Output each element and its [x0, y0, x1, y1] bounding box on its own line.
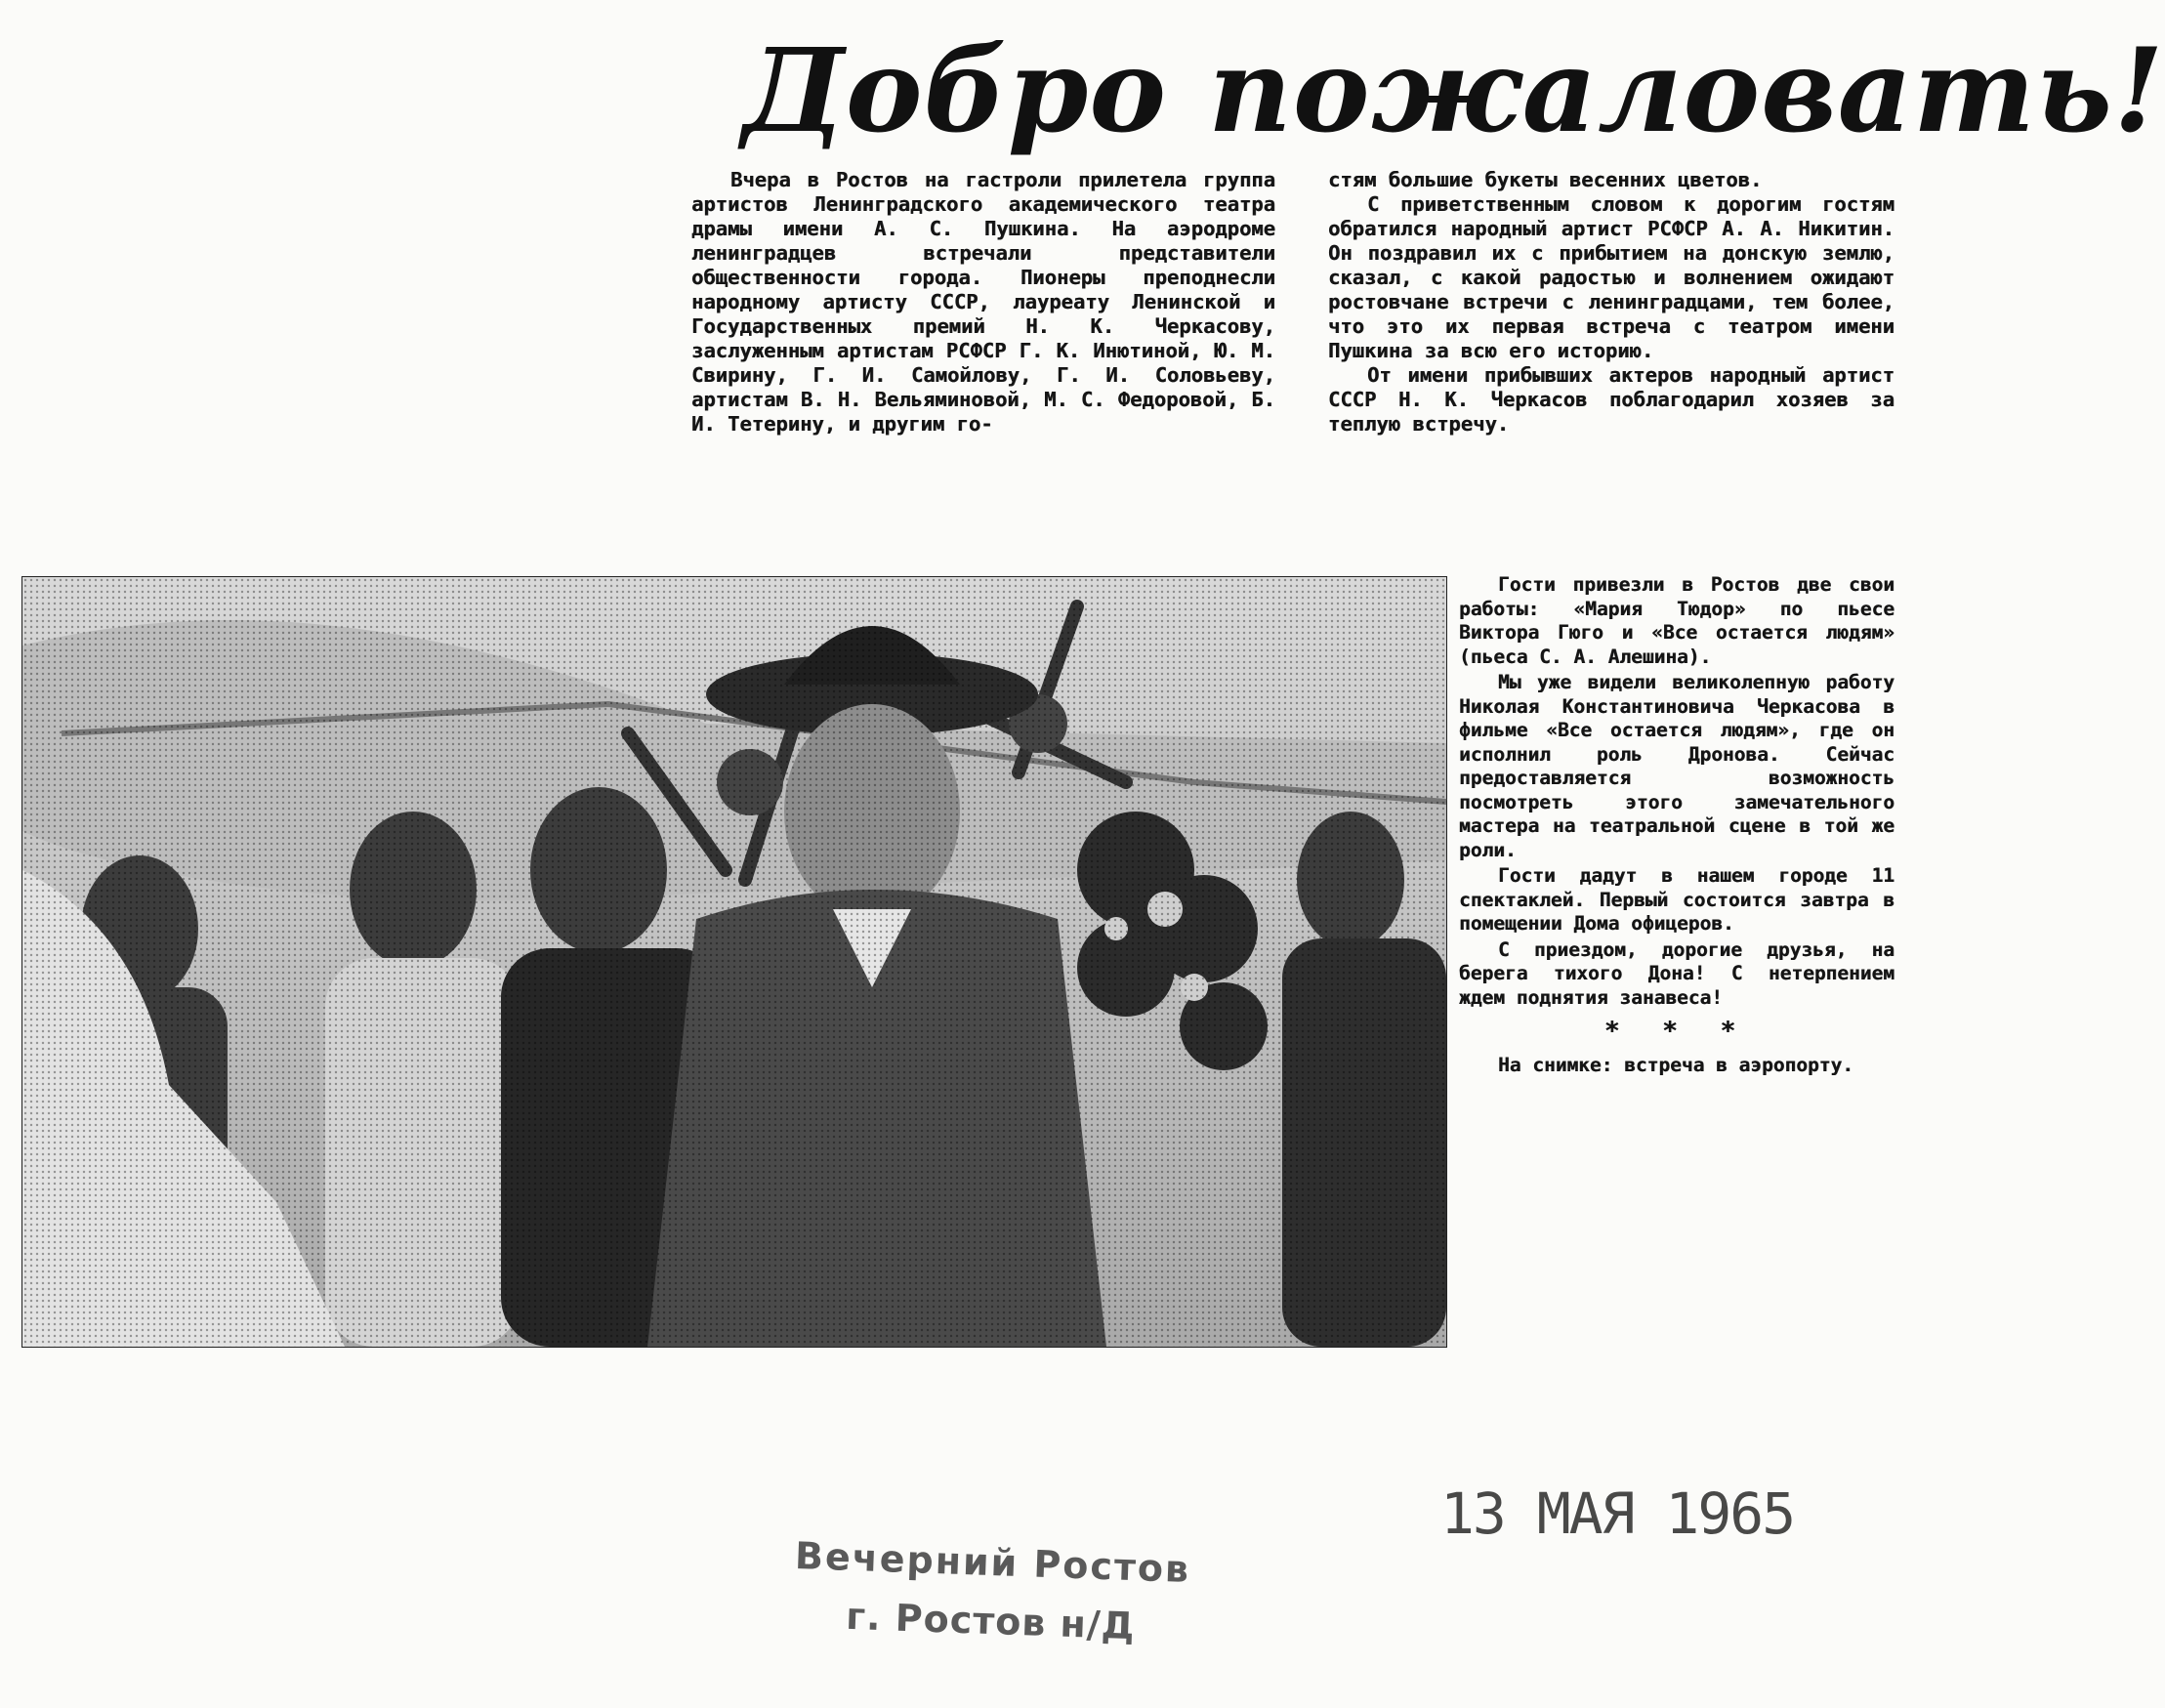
news-photo	[21, 576, 1447, 1348]
paragraph: С приветственным словом к дорогим гостям обратился народный артист РСФСР А. А. Никитин. Он поздравил их с прибытием на донскую землю, сказал, с какой радостью и волнением ожидают ростовчане встречи с ленинградцами, тем более, что это их первая встреча с театром имени Пушкина за всю его историю.	[1328, 192, 1894, 362]
photo-caption: На снимке: встреча в аэропорту.	[1498, 1053, 1853, 1076]
headline: Добро пожаловать!	[742, 22, 2165, 158]
photo-airport-meeting	[22, 577, 1446, 1347]
paragraph: С приездом, дорогие друзья, на берега тихого Дона! С нетерпением ждем поднятия занавеса!	[1459, 937, 1894, 1009]
source-stamp-newspaper: Вечерний Ростов	[794, 1533, 1191, 1592]
paragraph: От имени прибывших актеров народный артист СССР Н. К. Черкасов поблагодарил хозяев за теплую встречу.	[1328, 363, 1894, 436]
paragraph: Вчера в Ростов на гастроли прилетела группа артистов Ленинградского академического театра драмы имени А. С. Пушкина. На аэродроме ленинградцев встречали представители общественности города. Пионеры преподнесли народному артисту СССР, лауреату Ленинской и Государственных премий Н. К. Черкасову, заслуженным артистам РСФСР Г. К. Инютиной, Ю. М. Свирину, Г. И. Самойлову, Г. И. Соловьеву, артистам В. Н. Вельяминовой, М. С. Федоровой, Б. И. Тетерину, и другим го-	[691, 168, 1275, 436]
section-separator: * * *	[1603, 1017, 1750, 1046]
paragraph: Гости привезли в Ростов две свои работы: «Мария Тюдор» по пьесе Виктора Гюго и «Все остается людям» (пьеса С. А. Алешина).	[1459, 573, 1894, 668]
paragraph: Гости дадут в нашем городе 11 спектаклей. Первый состоится завтра в помещении Дома офицеров.	[1459, 864, 1894, 935]
article-column-1	[691, 168, 1275, 544]
date-stamp: 13 МАЯ 1965	[1440, 1480, 1795, 1547]
article-column-2	[1328, 168, 1894, 563]
source-stamp-city: г. Ростов н/Д	[845, 1594, 1137, 1648]
source-stamp	[735, 1524, 1248, 1688]
paragraph: Мы уже видели великолепную работу Николая Константиновича Черкасова в фильме «Все остается людям», где он исполнил роль Дронова. Сейчас предоставляется возможность посмотреть этого замечательного мастера на театральной сцене в той же роли.	[1459, 671, 1894, 861]
article-column-3	[1459, 571, 1894, 1382]
paragraph: стям большие букеты весенних цветов.	[1328, 168, 1763, 191]
